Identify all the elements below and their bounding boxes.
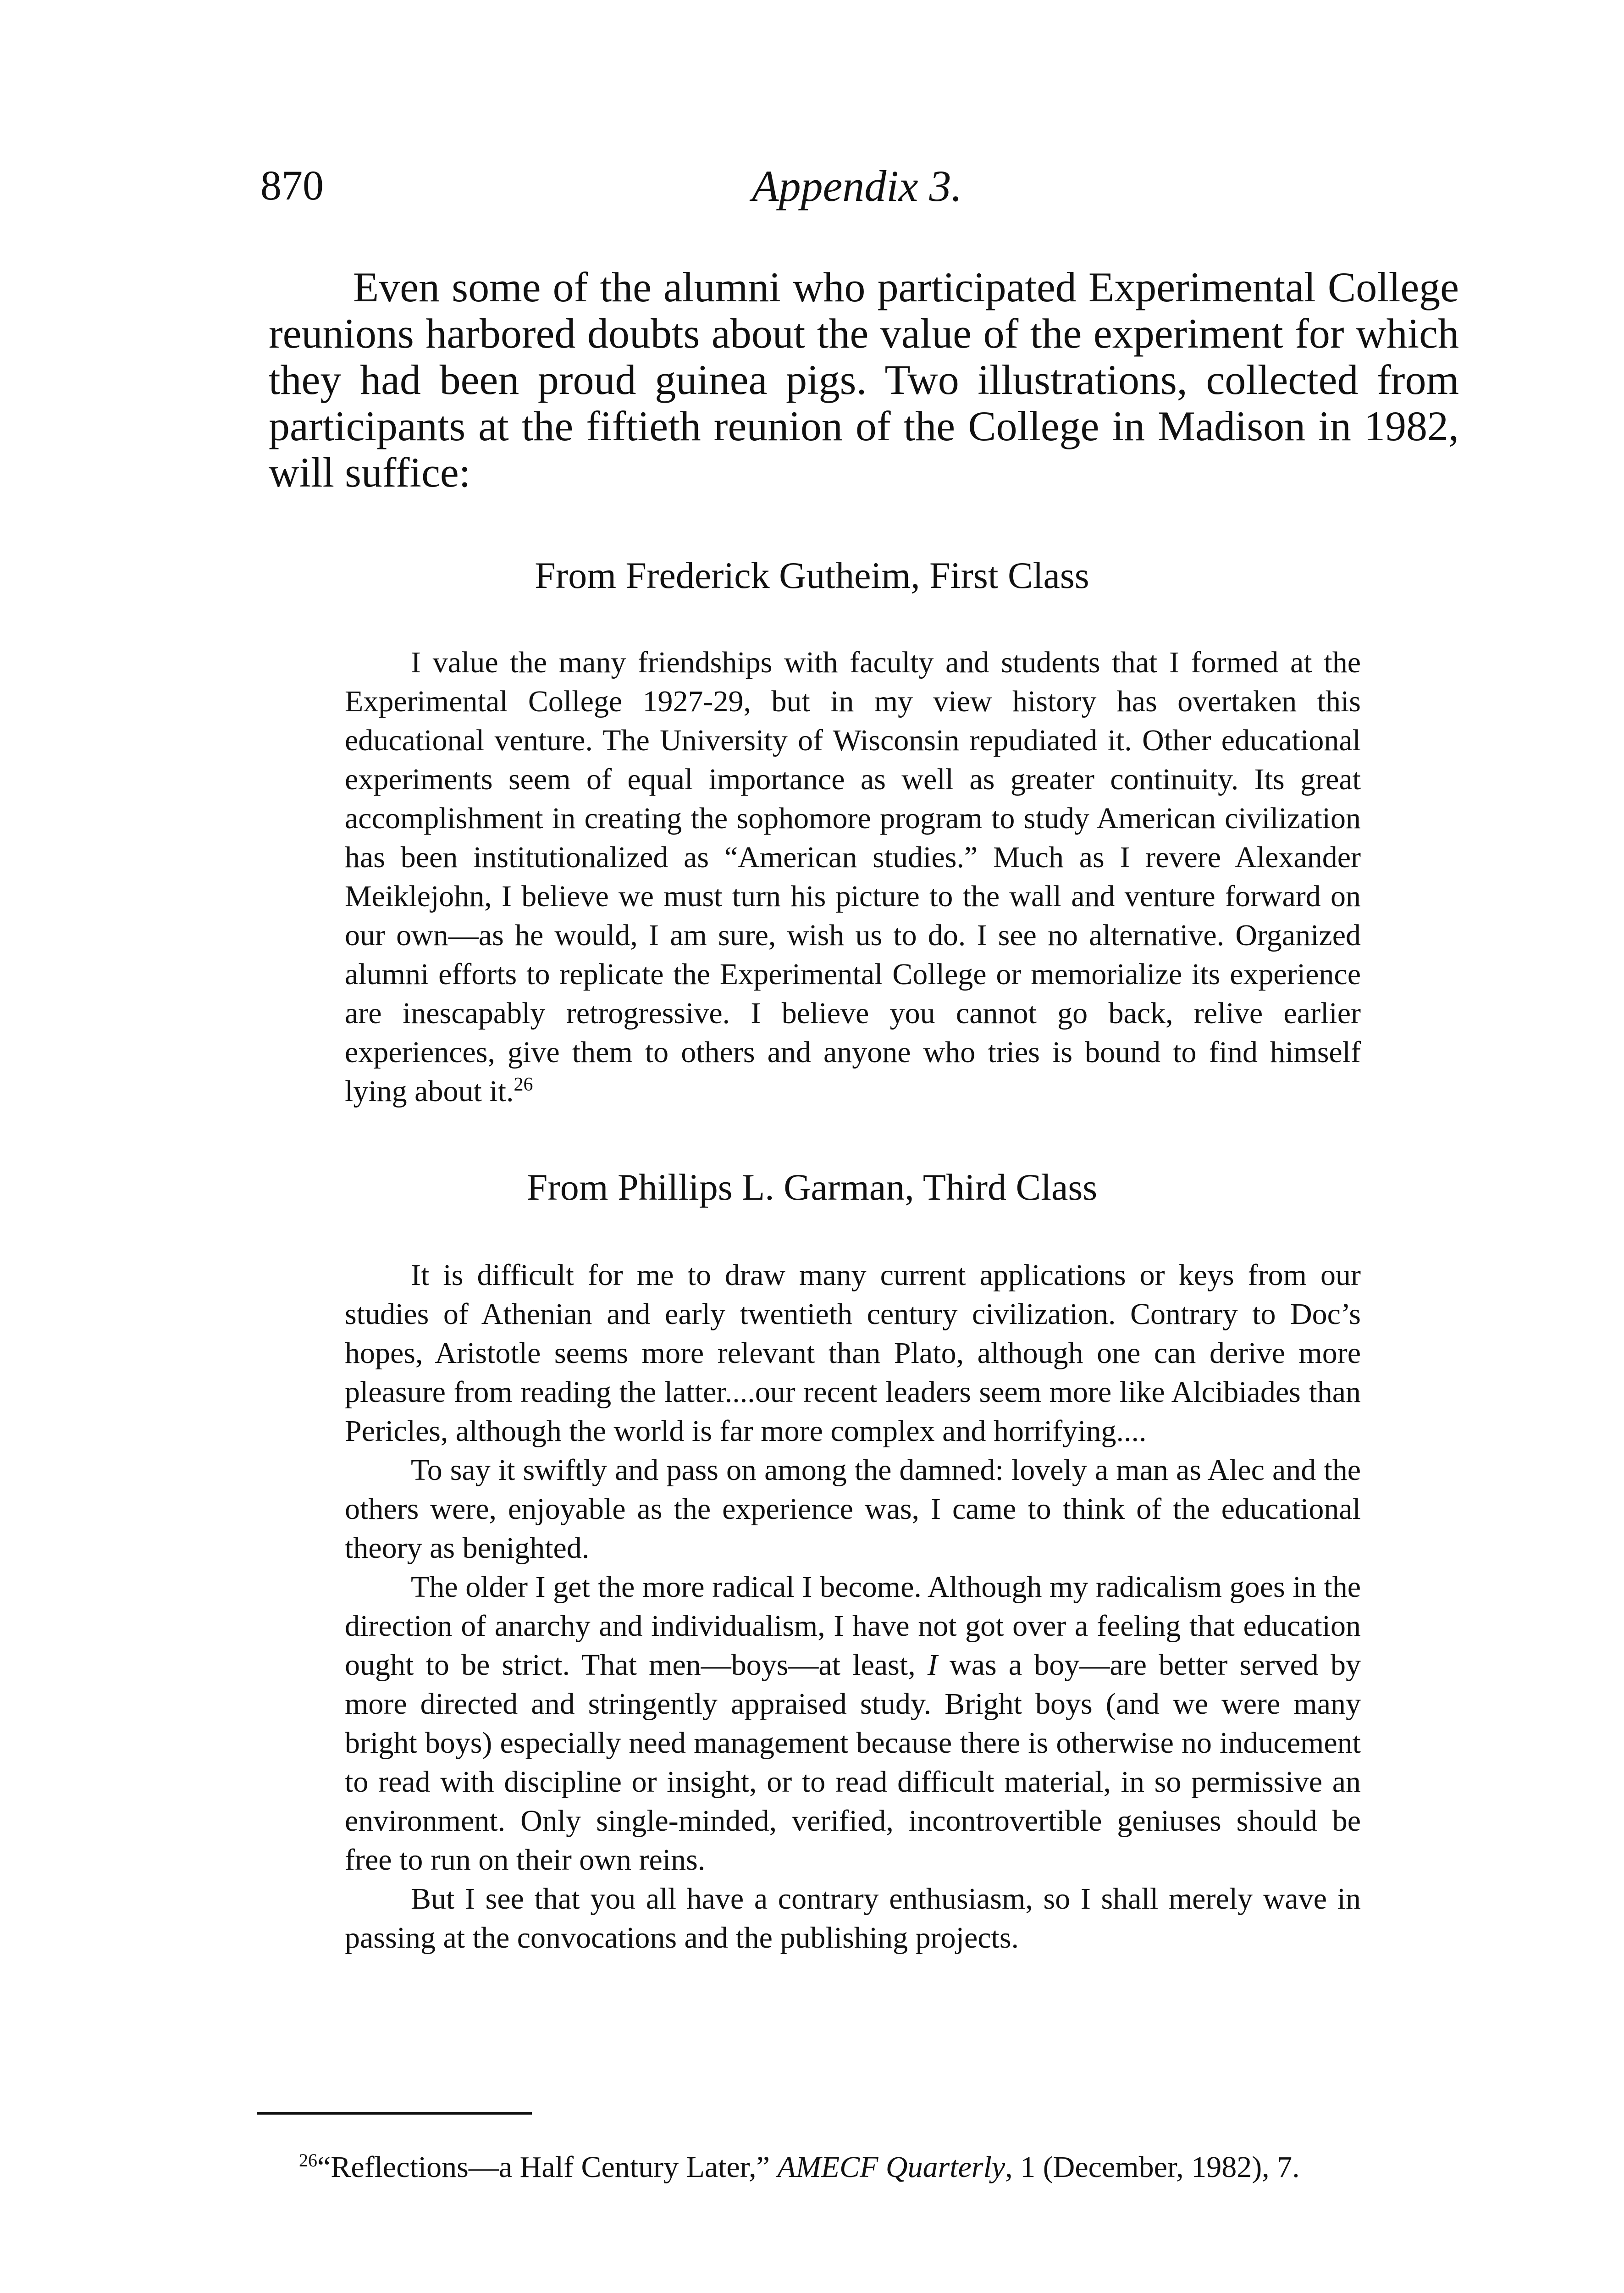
quote-text: was a boy—are better served by more directed and stringently appraised study. Bright boys (and we were many bright boys) especially need management because there is otherwise no inducement to read with discipline or insight, or to read difficult material, in so permissive an environment. Only single-minded, verified, incontrovertible geniuses should be free to run on their own reins. bbox=[345, 1648, 1361, 1877]
section-heading-garman: From Phillips L. Garman, Third Class bbox=[526, 1166, 1098, 1208]
footnote-text: , 1 (December, 1982), 7. bbox=[1005, 2150, 1300, 2184]
quote-paragraph bbox=[345, 1567, 1361, 1879]
running-title: Appendix 3. bbox=[752, 161, 962, 210]
quote-text: The older I get the more radical I become. Although my radicalism goes in the direction of anarchy and individualism, I have not got over a feeling that education ought to be strict. That men—boys—at least, bbox=[345, 1570, 1361, 1682]
section-heading-gutheim: From Frederick Gutheim, First Class bbox=[535, 554, 1089, 596]
quote-gutheim bbox=[345, 643, 1361, 1111]
quote-paragraph bbox=[345, 643, 1361, 1111]
footnote-reference: 26 bbox=[514, 1074, 533, 1095]
italic-pronoun: I bbox=[927, 1648, 938, 1682]
footnote-journal: AMECF Quarterly bbox=[777, 2150, 1005, 2184]
intro-paragraph: Even some of the alumni who participated Experimental College reunions harbored doubts about the value of the experiment for which they had been proud guinea pigs. Two illustrations, collected from participants at the fiftieth reunion of the College in Madison in 1982, will suffice: bbox=[269, 264, 1459, 496]
footnote-number: 26 bbox=[299, 2150, 317, 2171]
footnote bbox=[299, 2152, 1300, 2182]
quote-paragraph: To say it swiftly and pass on among the damned: lovely a man as Alec and the others were, enjoyable as the experience was, I came to think of the educational theory as benighted. bbox=[345, 1453, 1361, 1565]
quote-paragraph: But I see that you all have a contrary enthusiasm, so I shall merely wave in passing at the convocations and the publishing projects. bbox=[345, 1882, 1361, 1955]
page-number: 870 bbox=[260, 162, 324, 209]
quote-garman bbox=[345, 1256, 1361, 1957]
footnote-divider bbox=[257, 2112, 532, 2115]
footnote-text: “Reflections—a Half Century Later,” bbox=[317, 2150, 778, 2184]
quote-paragraph: It is difficult for me to draw many current applications or keys from our studies of Athenian and early twentieth century civilization. Contrary to Doc’s hopes, Aristotle seems more relevant than Plato, although one can derive more pleasure from reading the latter....our recent leaders seem more like Alcibiades than Pericles, although the world is far more complex and horrifying.... bbox=[345, 1258, 1361, 1448]
quote-text: I value the many friendships with faculty and students that I formed at the Experimental College 1927-29, but in my view history has overtaken this educational venture. The University of Wisconsin repudiated it. Other educational experiments seem of equal importance as well as greater continuity. Its great accomplishment in creating the sophomore program to study American civilization has been institutionalized as “American studies.” Much as I revere Alexander Meiklejohn, I believe we must turn his picture to the wall and venture forward on our own—as he would, I am sure, wish us to do. I see no alternative. Organized alumni efforts to replicate the Experimental College or memorialize its experience are inescapably retrogressive. I believe you cannot go back, relive earlier experiences, give them to others and anyone who tries is bound to find himself lying about it. bbox=[345, 646, 1361, 1108]
